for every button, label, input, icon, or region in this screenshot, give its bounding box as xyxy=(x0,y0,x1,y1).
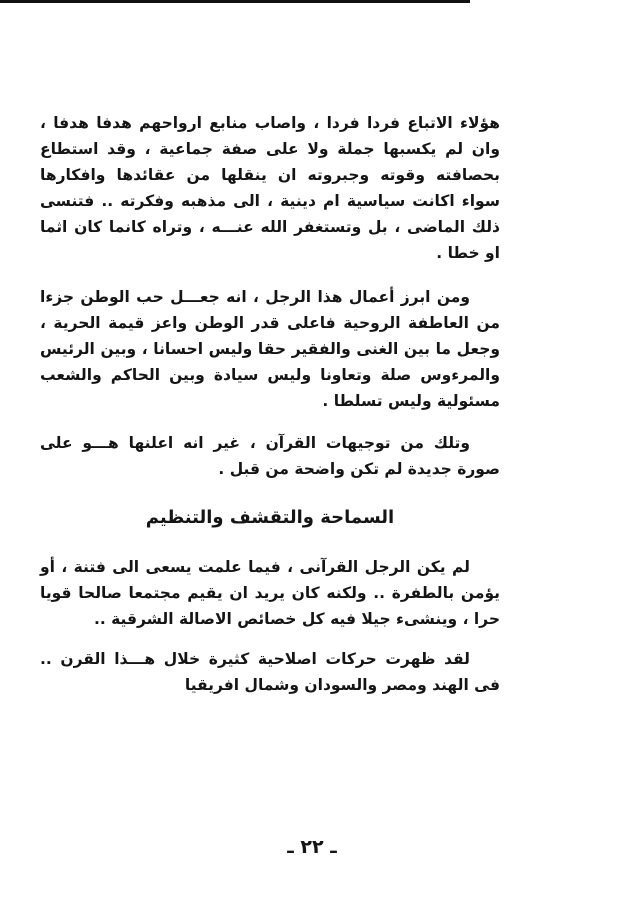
top-rule xyxy=(0,0,470,3)
page-number: ـ ٢٢ ـ xyxy=(287,836,337,858)
paragraph-3: وتلك من توجيهات القرآن ، غير انه اعلنها هـــو على صورة جديدة لم تكن واضحة من قبل . xyxy=(40,434,500,478)
section-heading: السماحة والتقشف والتنظيم xyxy=(145,507,395,528)
paragraph-4: لم يكن الرجل القرآنى ، فيما علمت يسعى الى فتنة ، أو يؤمن بالطفرة .. ولكنه كان يريد ان يقيم مجتمعا صالحا قويا حرا ، وينشىء جيلا فيه كل خصائص الاصالة الشرقية .. xyxy=(40,558,500,628)
paragraph-5: لقد ظهرت حركات اصلاحية كثيرة خلال هـــذا القرن .. فى الهند ومصر والسودان وشمال افريقيا xyxy=(40,650,500,694)
page-body xyxy=(40,110,500,698)
paragraph-2: ومن ابرز أعمال هذا الرجل ، انه جعـــل حب الوطن جزءا من العاطفة الروحية فاعلى قدر الوطن واعز قيمة الحرية ، وجعل ما بين الغنى والفقير حقا وليس احسانا ، وبين الرئيس والمرءوس صلة وتعاونا وليس سيادة وبين الحاكم والشعب مسئولية وليس تسلطا . xyxy=(40,288,500,410)
paragraph-1: هؤلاء الاتباع فردا فردا ، واصاب منابع ارواحهم هدفا هدفا ، وان لم يكسبها جملة ولا على صفة جماعية ، وقد استطاع بحصافته وقوته وجبروته ان ينقلها من عقائدها وافكارها سواء اكانت سياسية ام دينية ، الى مذهبه وفكرته .. فتنسى ذلك الماضى ، بل وتستغفر الله عنـــه ، وتراه كانما كان اثما او خطا . xyxy=(40,114,500,262)
